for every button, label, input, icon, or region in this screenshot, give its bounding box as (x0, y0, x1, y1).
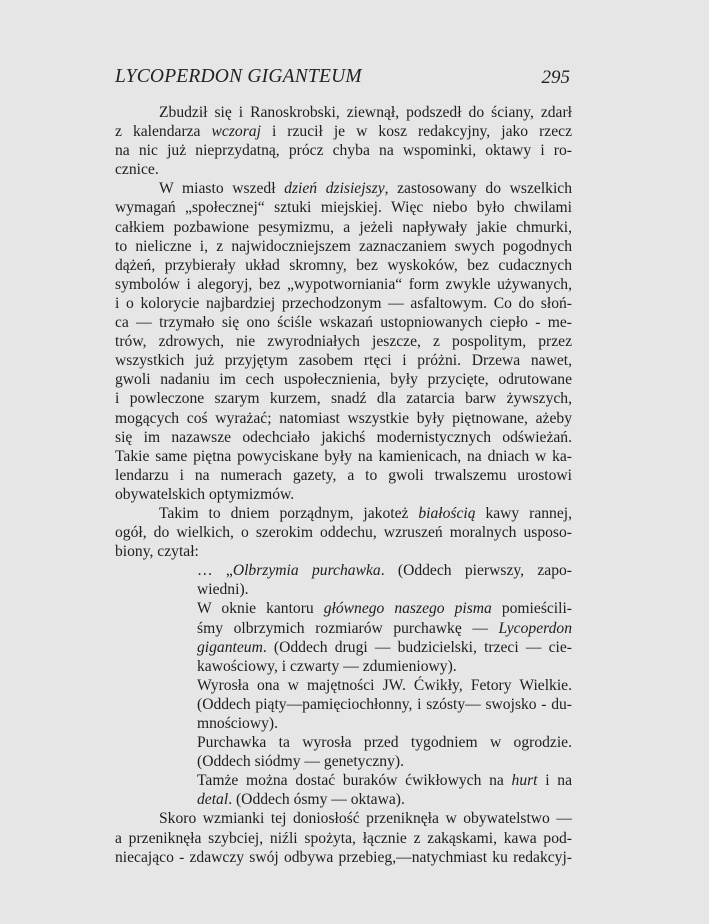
italic-text: giganteum (197, 638, 263, 656)
text-line (115, 389, 572, 408)
text-line (197, 790, 572, 809)
text-run: … „ (197, 562, 233, 580)
text-run: a przeniknęła szybciej, niźli spożyta, łącznie z zakąskami, kawa pod- (115, 829, 572, 847)
text-run: śmy olbrzymich rozmiarów purchawkę — (197, 619, 499, 637)
text-run: W oknie kantoru (197, 600, 324, 618)
italic-text: dzień dzisiejszy (284, 180, 385, 198)
paragraph (115, 504, 572, 561)
text-line (115, 218, 572, 237)
text-run: Takim to dniem porządnym, jakoteż (159, 504, 419, 522)
text-line (197, 619, 572, 638)
text-line (115, 294, 572, 313)
paragraph (197, 733, 572, 771)
text-run: (Oddech piąty—pamięciochłonny, i szósty— swojsko - du- (197, 695, 572, 713)
text-run: Takie same piętna powyciskane były na kamienicach, na dniach w ka- (115, 447, 572, 465)
text-line (197, 580, 572, 599)
text-run: symbolów i alegoryj, bez „wypotworniania“ form zwykle używanych, (115, 275, 572, 293)
text-line (115, 428, 572, 447)
text-run: cznice. (115, 161, 159, 179)
page-number: 295 (541, 67, 570, 88)
text-line (115, 351, 572, 370)
text-line (115, 313, 572, 332)
text-run: i rzucił je w kosz redakcyjny, jako rzecz (260, 123, 572, 141)
text-line (115, 409, 572, 428)
text-run: i na (537, 772, 572, 790)
text-line (115, 160, 572, 179)
text-run: wiedni). (197, 581, 249, 599)
text-line (115, 237, 572, 256)
italic-text: detal (197, 791, 229, 809)
text-run: pomieścili- (491, 600, 572, 618)
text-run: (Oddech siódmy — genetyczny). (197, 753, 404, 771)
paragraph (115, 809, 572, 866)
text-line (115, 504, 572, 523)
text-line (197, 733, 572, 752)
text-line (197, 695, 572, 714)
text-line (197, 599, 572, 618)
text-line (115, 275, 572, 294)
text-line (115, 179, 572, 198)
text-line (115, 332, 572, 351)
text-run: całkiem pozbawione pesymizmu, a jeżeli napływały jakie chmurki, (115, 218, 572, 236)
italic-text: wczoraj (211, 123, 261, 141)
text-line (115, 198, 572, 217)
text-line (197, 771, 572, 790)
text-line (197, 676, 572, 695)
italic-text: Olbrzymia purchawka (232, 562, 381, 580)
text-run: biony, czytał: (115, 543, 199, 561)
text-run: mnościowy). (197, 715, 278, 732)
page-header (115, 66, 572, 90)
italic-text: białością (418, 504, 476, 522)
text-run: to nieliczne i, z najwidoczniejszem zaznaczaniem swych pogodnych (115, 237, 572, 255)
paragraph (197, 561, 572, 599)
paragraph (197, 676, 572, 733)
paragraphs (115, 103, 572, 561)
text-run: na nic już nieprzydatną, prócz chyba na wspominki, oktawy i ro- (115, 142, 572, 160)
text-run: kawy rannej, (475, 504, 572, 522)
text-run: i powleczone szarym kurzem, snadź dla zatarcia barw żywszych, (115, 390, 572, 408)
text-run: trów, zdrowych, nie zwyrodniałych jeszcze, z pospolitym, przez (115, 333, 572, 351)
text-line (115, 122, 572, 141)
paragraph (115, 103, 572, 179)
text-run: . (Oddech ósmy — oktawa). (228, 791, 405, 809)
text-line (115, 848, 572, 867)
text-run: lendarzu i na numerach gazety, a to gwoli trwalszemu urostowi (115, 466, 572, 484)
text-line (115, 523, 572, 542)
text-line (115, 256, 572, 275)
text-line (115, 447, 572, 466)
text-run: Wyrosła ona w majętności JW. Ćwikły, Fetory Wielkie. (197, 676, 572, 694)
italic-text: Lycoperdon (498, 619, 572, 637)
text-line (115, 809, 572, 828)
text-run: ca — trzymało się ono ściśle wskazań ustopniowanych ciepło - me- (115, 314, 572, 332)
text-run: ogół, do wielkich, o szerokim oddechu, wzruszeń moralnych usposo- (115, 524, 572, 542)
text-run: . (Oddech drugi — budzicielski, trzeci — cie- (262, 638, 572, 656)
text-run: , zastosowany do wszelkich (384, 180, 572, 198)
paragraph (115, 179, 572, 504)
text-run: W miasto wszedł (159, 180, 285, 198)
quoted-notice (197, 561, 572, 809)
text-line (115, 466, 572, 485)
text-run: wszystkich już przyjętym zasobem rtęci i próżni. Drzewa nawet, (115, 352, 572, 370)
text-line (197, 638, 572, 657)
text-run: gwoli nadaniu im cech uspołecznienia, były przycięte, odrutowane (115, 371, 572, 389)
text-line (115, 103, 572, 122)
text-run: Purchawka ta wyrosła przed tygodniem w ogrodzie. (197, 734, 572, 752)
italic-text: hurt (511, 772, 538, 790)
text-run: z kalendarza (115, 123, 212, 141)
text-run: Tamże można dostać buraków ćwikłowych na (197, 772, 512, 790)
text-line (197, 752, 572, 771)
text-line (197, 561, 572, 580)
body-text (115, 103, 572, 867)
text-run: Zbudził się i Ranoskrobski, ziewnął, podszedł do ściany, zdarł (159, 104, 572, 121)
text-line (115, 829, 572, 848)
text-line (115, 542, 572, 561)
paragraph (197, 771, 572, 809)
text-line (197, 714, 572, 733)
text-run: obywatelskich optymizmów. (115, 485, 295, 503)
text-line (115, 485, 572, 504)
italic-text: głównego naszego pisma (323, 600, 492, 618)
text-line (115, 370, 572, 389)
text-run: się im nazawsze odechciało jakichś modernistycznych odświeżań. (115, 428, 572, 446)
text-run: wymagań „społecznej“ sztuki miejskiej. Więc niebo było chwilami (115, 199, 572, 217)
text-run: . (Oddech pierwszy, zapo- (380, 562, 572, 580)
paragraph (197, 599, 572, 675)
running-title: LYCOPERDON GIGANTEUM (115, 66, 362, 87)
text-run: Skoro wzmianki tej doniosłość przeniknęła w obywatelstwo — (159, 810, 572, 828)
text-run: mogących coś wyrażać; natomiast wszystkie były piętnowane, ażeby (115, 409, 572, 427)
text-line (197, 657, 572, 676)
closing-paragraph (115, 809, 572, 866)
text-line (115, 141, 572, 160)
text-run: dążeń, przybierały układ skromny, bez wyskoków, bez cudacznych (115, 256, 572, 274)
text-run: niecająco - zdawczy swój odbywa przebieg,—natychmiast ku redakcyj- (115, 848, 572, 866)
text-run: kawościowy, i czwarty — zdumieniowy). (197, 657, 457, 675)
text-run: i o kolorycie najbardziej przechodzonym — asfaltowym. Co do słoń- (115, 294, 572, 312)
